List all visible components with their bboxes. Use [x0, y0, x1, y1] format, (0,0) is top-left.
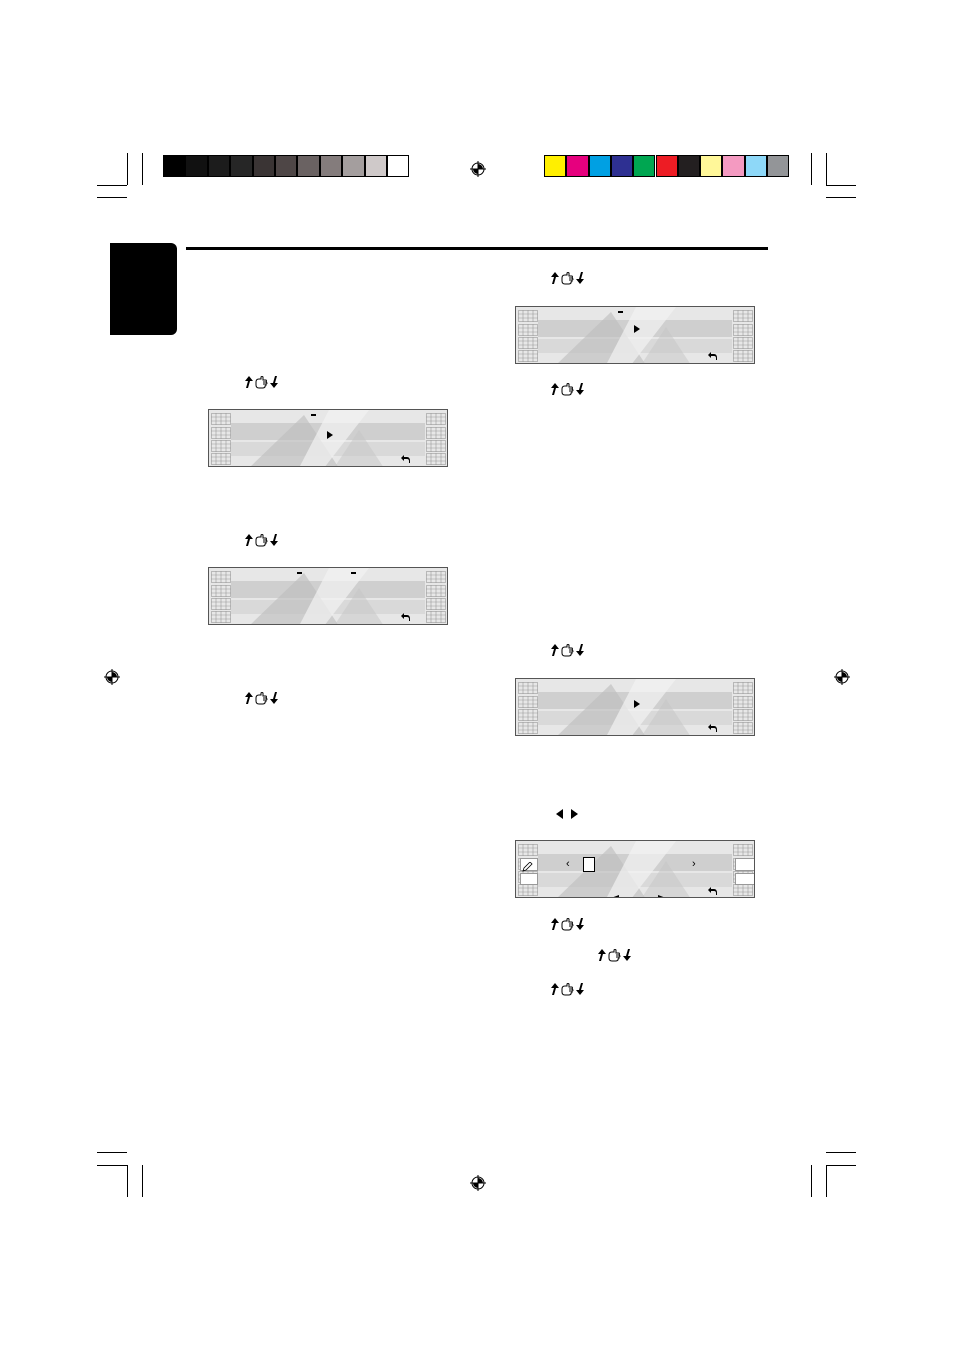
- lcd-grid-icon: [211, 598, 231, 610]
- arrow-up-icon: [551, 983, 559, 995]
- arrow-up-icon: [245, 534, 253, 546]
- lcd-grid-icon: [733, 696, 753, 708]
- lcd-grid-icon: [211, 427, 231, 439]
- hand-icon: [608, 949, 621, 962]
- lcd-grid-icon: [733, 844, 753, 856]
- gray-swatch: [365, 155, 387, 177]
- gray-swatch: [342, 155, 364, 177]
- color-swatch: [700, 155, 722, 177]
- return-icon: [708, 724, 717, 735]
- up-hand-down-icon: [245, 533, 278, 547]
- lcd-grid-icon: [733, 310, 753, 322]
- lcd-grid-icon: [733, 350, 753, 362]
- lcd-grid-icon: [518, 709, 538, 721]
- arrow-up-icon: [551, 383, 559, 395]
- play-triangle-icon: [634, 700, 640, 708]
- rewind-icon: [611, 888, 619, 898]
- pen-icon: [520, 858, 538, 871]
- color-swatch: [745, 155, 767, 177]
- crop-mark: [127, 1165, 128, 1197]
- crop-mark: [826, 197, 856, 198]
- lcd-grid-icon: [426, 571, 446, 583]
- lcd-dash: [297, 572, 302, 574]
- hand-icon: [561, 272, 574, 285]
- lcd-grid-icon: [518, 682, 538, 694]
- gray-swatch: [230, 155, 252, 177]
- lcd-grid-icon: [518, 337, 538, 349]
- header-rule: [186, 247, 768, 250]
- arrow-down-icon: [270, 534, 278, 546]
- arrow-up-icon: [598, 949, 606, 961]
- arrow-up-icon: [551, 918, 559, 930]
- crop-mark: [811, 1165, 812, 1197]
- lcd-grid-icon: [426, 611, 446, 623]
- lcd-grid-icon: [518, 696, 538, 708]
- gray-swatch: [208, 155, 230, 177]
- registration-target-icon: [834, 669, 850, 685]
- arrow-down-icon: [576, 272, 584, 284]
- lcd-grid-icon: [426, 413, 446, 425]
- arrow-left-icon: [556, 809, 563, 819]
- color-swatch: [611, 155, 633, 177]
- arrow-up-icon: [551, 644, 559, 656]
- lcd-grid-icon: [518, 310, 538, 322]
- crop-mark: [826, 185, 856, 186]
- up-hand-down-icon: [245, 691, 278, 705]
- arrow-up-icon: [551, 272, 559, 284]
- hand-icon: [561, 383, 574, 396]
- arrow-down-icon: [576, 918, 584, 930]
- arrow-down-icon: [623, 949, 631, 961]
- up-hand-down-icon: [551, 382, 584, 396]
- crop-mark: [826, 1152, 856, 1153]
- lcd-grid-icon: [211, 453, 231, 465]
- lcd-grid-icon: [733, 884, 753, 896]
- left-right-arrow-icon: [556, 807, 578, 821]
- lcd-wedge-graphic: [516, 307, 755, 364]
- lcd-display: [515, 306, 755, 364]
- color-swatch: [678, 155, 700, 177]
- up-hand-down-icon: [551, 271, 584, 285]
- lcd-wedge-graphic: [209, 568, 448, 625]
- arrow-up-icon: [245, 376, 253, 388]
- gray-swatch: [297, 155, 319, 177]
- color-swatch: [722, 155, 744, 177]
- crop-mark: [97, 197, 127, 198]
- crop-mark: [826, 1165, 827, 1197]
- lcd-dash: [351, 572, 356, 574]
- lcd-grid-icon: [518, 350, 538, 362]
- lcd-grid-icon: [426, 598, 446, 610]
- lcd-grid-icon: [518, 324, 538, 336]
- registration-target-icon: [470, 161, 486, 177]
- gray-swatch: [163, 155, 185, 177]
- lcd-dash: [618, 311, 623, 313]
- color-swatch: [633, 155, 655, 177]
- return-icon: [708, 887, 717, 898]
- arrow-down-icon: [576, 983, 584, 995]
- lcd-grid-icon: [211, 585, 231, 597]
- crop-mark: [142, 153, 143, 185]
- gray-swatch: [387, 155, 409, 177]
- crop-mark: [142, 1165, 143, 1197]
- lcd-grid-icon: [426, 585, 446, 597]
- gray-swatch: [320, 155, 342, 177]
- lcd-grid-icon: [518, 884, 538, 896]
- lcd-grid-icon: [211, 440, 231, 452]
- return-icon: [401, 455, 410, 466]
- lcd-display: [208, 409, 448, 467]
- play-triangle-icon: [327, 431, 333, 439]
- forward-icon: [658, 888, 666, 898]
- arrow-right-icon: [571, 809, 578, 819]
- hand-icon: [561, 983, 574, 996]
- up-hand-down-icon: [551, 643, 584, 657]
- registration-target-icon: [104, 669, 120, 685]
- crop-mark: [97, 185, 127, 186]
- color-swatch: [656, 155, 678, 177]
- lcd-grid-icon: [518, 844, 538, 856]
- arrow-down-icon: [576, 644, 584, 656]
- lcd-grid-icon: [426, 453, 446, 465]
- lcd-side-box: [735, 873, 755, 885]
- lcd-grid-icon: [733, 722, 753, 734]
- crop-mark: [97, 1165, 127, 1166]
- hand-icon: [561, 918, 574, 931]
- lcd-grid-icon: [733, 682, 753, 694]
- color-swatch: [589, 155, 611, 177]
- return-icon: [708, 352, 717, 363]
- lcd-grid-icon: [211, 413, 231, 425]
- registration-target-icon: [470, 1175, 486, 1191]
- gray-swatch: [185, 155, 207, 177]
- color-swatch: [544, 155, 566, 177]
- lcd-display: [515, 678, 755, 736]
- up-hand-down-icon: [598, 948, 631, 962]
- lcd-grid-icon: [211, 611, 231, 623]
- lcd-grid-icon: [733, 709, 753, 721]
- lcd-wedge-graphic: [516, 841, 755, 898]
- lcd-display: [208, 567, 448, 625]
- play-triangle-icon: [634, 325, 640, 333]
- lcd-grid-icon: [518, 722, 538, 734]
- lcd-dash: [311, 414, 316, 416]
- lcd-side-box: [520, 873, 538, 885]
- crop-mark: [127, 153, 128, 185]
- edit-open-bracket: ‹: [566, 858, 570, 870]
- lcd-grid-icon: [426, 427, 446, 439]
- gray-swatch: [253, 155, 275, 177]
- lcd-display: [515, 840, 755, 898]
- arrow-up-icon: [245, 692, 253, 704]
- hand-icon: [255, 534, 268, 547]
- lcd-grid-icon: [733, 337, 753, 349]
- crop-mark: [826, 153, 827, 185]
- gray-swatch: [275, 155, 297, 177]
- arrow-down-icon: [576, 383, 584, 395]
- up-hand-down-icon: [551, 982, 584, 996]
- color-swatch: [767, 155, 789, 177]
- lcd-grid-icon: [733, 324, 753, 336]
- crop-mark: [97, 1152, 127, 1153]
- arrow-down-icon: [270, 376, 278, 388]
- hand-icon: [561, 644, 574, 657]
- edit-cursor-box: [583, 857, 595, 872]
- edit-close-bracket: ›: [692, 858, 696, 870]
- color-swatch: [566, 155, 588, 177]
- lcd-grid-icon: [211, 571, 231, 583]
- hand-icon: [255, 376, 268, 389]
- language-tab: [110, 243, 177, 335]
- hand-icon: [255, 692, 268, 705]
- up-hand-down-icon: [245, 375, 278, 389]
- return-icon: [401, 613, 410, 624]
- lcd-side-box: [735, 858, 755, 871]
- crop-mark: [826, 1165, 856, 1166]
- crop-mark: [811, 153, 812, 185]
- arrow-down-icon: [270, 692, 278, 704]
- up-hand-down-icon: [551, 917, 584, 931]
- lcd-grid-icon: [426, 440, 446, 452]
